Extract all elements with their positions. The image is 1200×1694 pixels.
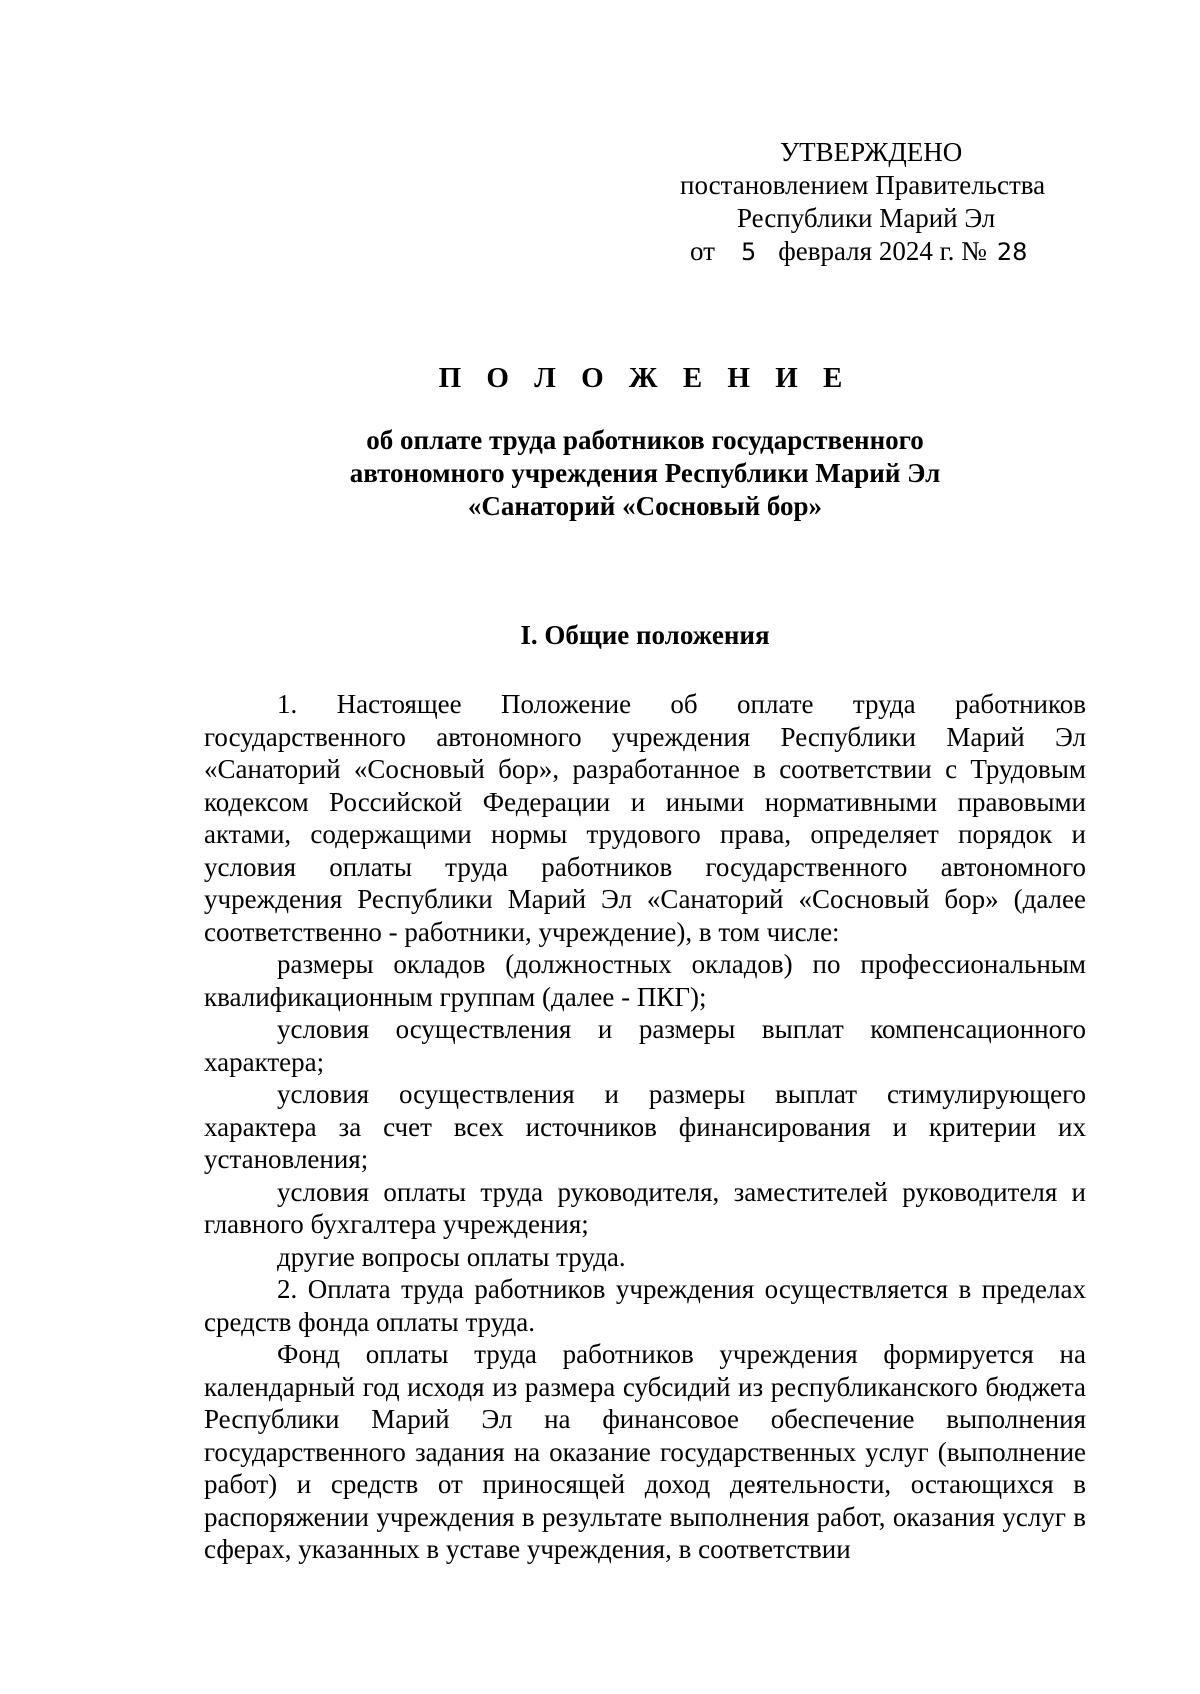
paragraph: 2. Оплата труда работников учреждения осуществляется в пределах средств фонда оплаты труда.: [204, 1274, 1086, 1337]
approval-date-prefix: от: [690, 236, 715, 266]
approval-stamp: [680, 136, 1080, 269]
paragraph: условия осуществления и размеры выплат стимулирующего характера за счет всех источников финансирования и критерии их установления;: [204, 1079, 1086, 1174]
approval-region: Республики Марий Эл: [737, 203, 996, 233]
subtitle-line: об оплате труда работников государственного: [366, 425, 924, 455]
section-heading: I. Общие положения: [520, 620, 770, 650]
paragraph: условия оплаты труда руководителя, заместителей руководителя и главного бухгалтера учреждения;: [204, 1176, 1086, 1239]
subtitle-line: «Санаторий «Сосновый бор»: [467, 491, 823, 521]
paragraph: Фонд оплаты труда работников учреждения формируется на календарный год исходя из размера субсидий из республиканского бюджета Республики Марий Эл на финансовое обеспечение выполнения государственного задания на оказание государственных услуг (выполнение работ) и средств от приносящей доход деятельности, остающихся в распоряжении учреждения в результате выполнения работ, оказания услуг в сферах, указанных в уставе учреждения, в соответствии: [204, 1339, 1086, 1564]
approval-date-day: 5: [740, 238, 757, 266]
subtitle-line: автономного учреждения Республики Марий Эл: [349, 458, 941, 488]
document-body: [204, 688, 1086, 1566]
paragraph: условия осуществления и размеры выплат компенсационного характера;: [204, 1014, 1086, 1077]
approval-date-rest: февраля 2024 г. №: [778, 236, 987, 266]
paragraph: размеры окладов (должностных окладов) по профессиональным квалификационным группам (далее - ПКГ);: [204, 949, 1086, 1012]
paragraph: 1. Настоящее Положение об оплате труда работников государственного автономного учреждения Республики Марий Эл «Санаторий «Сосновый бор», разработанное в соответствии с Трудовым кодексом Российской Федерации и иными нормативными правовыми актами, содержащими нормы трудового права, определяет порядок и условия оплаты труда работников государственного автономного учреждения Республики Марий Эл «Санаторий «Сосновый бор» (далее соответственно - работники, учреждение), в том числе:: [204, 689, 1086, 947]
document-subtitle: [0, 424, 1200, 523]
document-title: П О Л О Ж Е Н И Е: [438, 362, 852, 394]
approval-title: УТВЕРЖДЕНО: [780, 137, 963, 167]
approval-doc-number: 28: [996, 238, 1028, 266]
paragraph: другие вопросы оплаты труда.: [277, 1241, 626, 1272]
approval-date-line: [680, 235, 1080, 269]
approval-authority: постановлением Правительства: [680, 170, 1046, 200]
